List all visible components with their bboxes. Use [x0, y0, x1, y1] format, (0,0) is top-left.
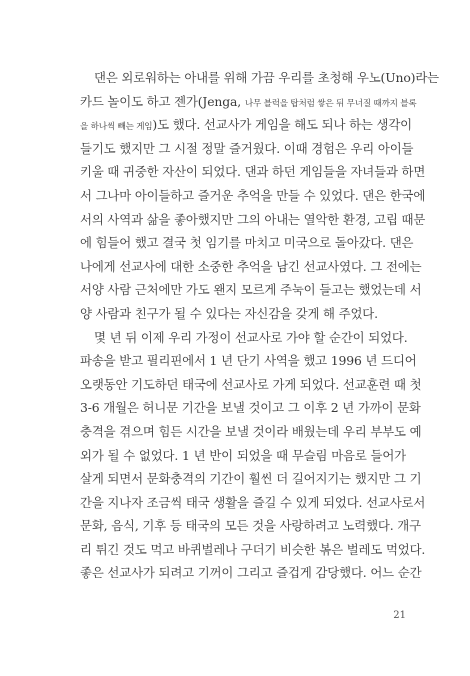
text-line: 충격을 겪으며 힘든 시간을 보낼 것이라 배웠는데 우리 부부도 예 [80, 423, 422, 439]
text-line-part: )도 했다. 선교사가 게임을 해도 되나 하는 생각이 [152, 117, 412, 133]
text-line: 댄은 외로워하는 아내를 위해 가끔 우리를 초청해 우노(Uno)라는 [94, 70, 439, 85]
text-line: 서양 사람 근처에만 가도 왠지 모르게 주눅이 들고는 했었는데 서 [80, 282, 422, 298]
text-line: 파송을 받고 필리핀에서 1 년 단기 사역을 했고 1996 년 드디어 [80, 353, 417, 369]
text-line: 양 사람과 친구가 될 수 있다는 자신감을 갖게 해 주었다. [80, 305, 378, 321]
text-line: 좋은 선교사가 되려고 기꺼이 그리고 즐겁게 감당했다. 어느 순간 [80, 565, 422, 581]
text-line-part: 카드 놀이도 하고 젠가(Jenga, [80, 93, 245, 109]
text-line: 몇 년 뒤 이제 우리 가정이 선교사로 가야 할 순간이 되었다. [94, 329, 408, 345]
text-line: 나에게 선교사에 대한 소중한 추억을 남긴 선교사였다. 그 전에는 [80, 258, 422, 274]
inline-note: 나무 블럭을 탑처럼 쌓은 뒤 무너질 때까지 블록 [244, 98, 417, 109]
text-line: 오랫동안 기도하던 태국에 선교사로 가게 되었다. 선교훈련 때 첫 [80, 376, 422, 392]
text-line: 문화, 음식, 기후 등 태국의 모든 것을 사랑하려고 노력했다. 개구 [80, 518, 421, 534]
text-line: 리 튀긴 것도 먹고 바퀴벌레나 구더기 비슷한 볶은 벌레도 먹었다. [80, 541, 426, 557]
text-line: 에 힘들어 했고 결국 첫 임기를 마치고 미국으로 돌아갔다. 댄은 [80, 235, 414, 251]
text-line: 외가 될 수 없었다. 1 년 반이 되었을 때 무슬림 마음로 들어가 [80, 447, 406, 463]
text-line: 들기도 했지만 그 시절 정말 즐거웠다. 이때 경험은 우리 아이들 [80, 140, 414, 156]
text-line: 키울 때 귀중한 자산이 되었다. 댄과 하던 게임들을 자녀들과 하면 [80, 164, 426, 180]
inline-note: 을 하나씩 빼는 게임 [80, 122, 153, 133]
text-line [80, 113, 412, 137]
text-line: 서 그나마 아이들하고 즐거운 추억을 만들 수 있었다. 댄은 한국에 [80, 187, 426, 203]
text-line: 살게 되면서 문화충격의 기간이 훨씬 더 길어지기는 했지만 그 기 [80, 471, 422, 487]
text-line: 간을 지나자 조금씩 태국 생활을 즐길 수 있게 되었다. 선교사로서 [80, 494, 426, 510]
text-line: 3-6 개월은 허니문 기간을 보낼 것이고 그 이후 2 년 가까이 문화 [80, 400, 421, 416]
page-number: 21 [393, 610, 406, 621]
text-line [80, 90, 417, 114]
body-text [80, 66, 439, 585]
text-line: 서의 사역과 삶을 좋아했지만 그의 아내는 열악한 환경, 고립 때문 [80, 211, 426, 227]
